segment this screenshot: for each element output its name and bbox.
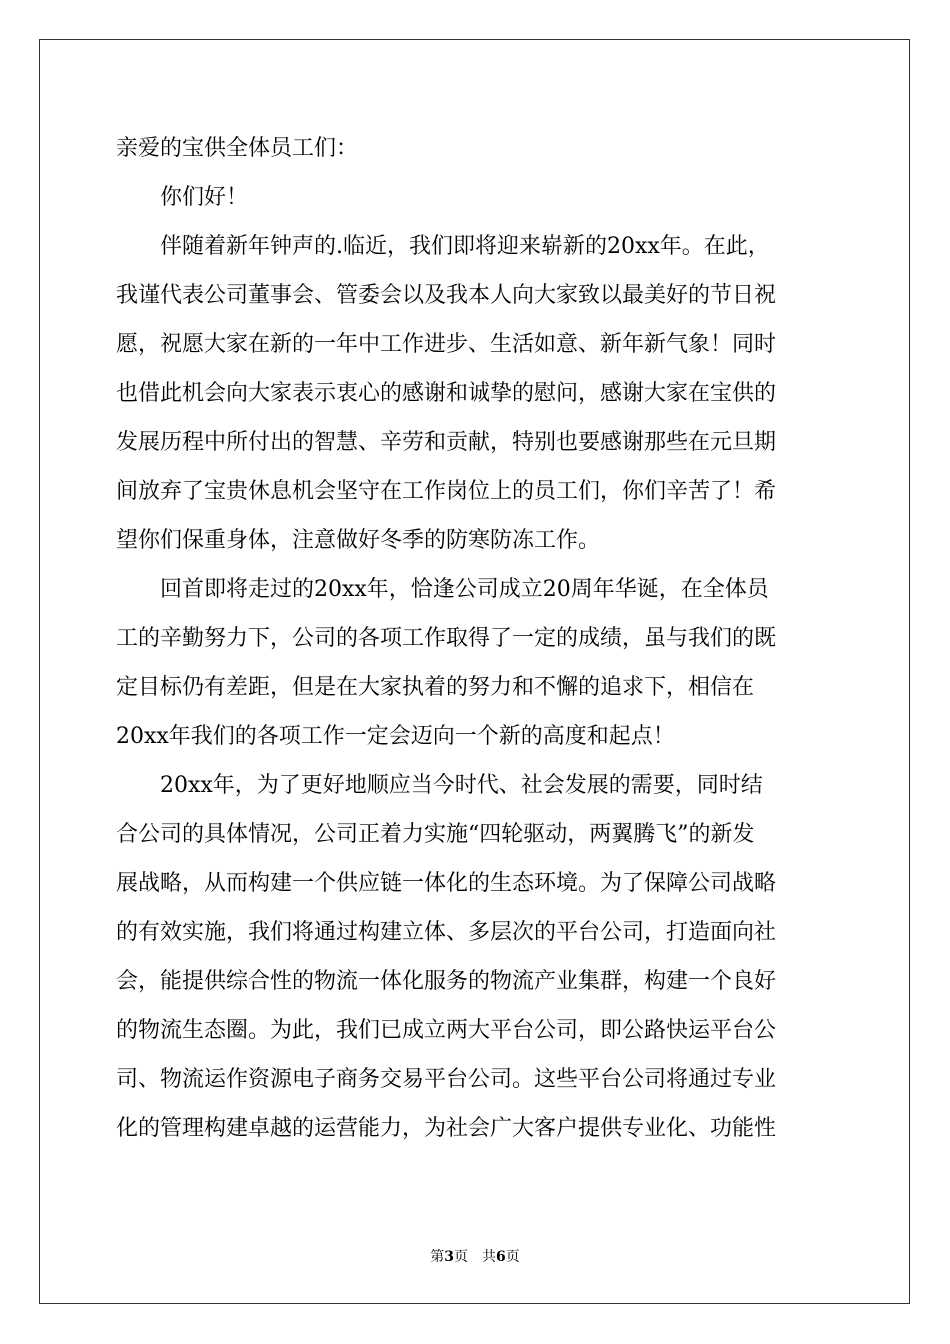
total-suffix: 页 [505, 1249, 520, 1265]
body-line: 20xx年我们的各项工作一定会迈向一个新的高度和起点！ [116, 724, 675, 749]
page-footer [0, 1248, 950, 1266]
body-line: 的有效实施，我们将通过构建立体、多层次的平台公司，打造面向社 [116, 920, 777, 945]
current-page-number: 3 [444, 1249, 454, 1265]
body-line: 也借此机会向大家表示衷心的感谢和诚挚的慰问，感谢大家在宝供的 [116, 381, 777, 406]
body-line: 间放弃了宝贵休息机会坚守在工作岗位上的员工们，你们辛苦了！希 [116, 479, 777, 504]
body-line: 的物流生态圈。为此，我们已成立两大平台公司，即公路快运平台公 [116, 1018, 777, 1043]
body-line: 发展历程中所付出的智慧、辛劳和贡献，特别也要感谢那些在元旦期 [116, 430, 777, 455]
body-line: 工的辛勤努力下，公司的各项工作取得了一定的成绩，虽与我们的既 [116, 626, 777, 651]
body-line: 会，能提供综合性的物流一体化服务的物流产业集群，构建一个良好 [116, 969, 777, 994]
page-suffix: 页 [454, 1249, 468, 1265]
body-line: 展战略，从而构建一个供应链一体化的生态环境。为了保障公司战略 [116, 871, 777, 896]
total-page-number: 6 [496, 1249, 506, 1265]
body-line: 愿，祝愿大家在新的一年中工作进步、生活如意、新年新气象！同时 [116, 332, 777, 357]
body-line: 合公司的具体情况，公司正着力实施“四轮驱动，两翼腾飞”的新发 [116, 822, 755, 847]
body-line: 20xx年，为了更好地顺应当今时代、社会发展的需要，同时结 [116, 773, 763, 798]
page-prefix: 第 [430, 1249, 445, 1265]
body-line: 我谨代表公司董事会、管委会以及我本人向大家致以最美好的节日祝 [116, 283, 777, 308]
body-line: 定目标仍有差距，但是在大家执着的努力和不懈的追求下，相信在 [116, 675, 755, 700]
total-prefix: 共 [482, 1249, 496, 1265]
body-line: 望你们保重身体，注意做好冬季的防寒防冻工作。 [116, 528, 601, 553]
letter-body [116, 124, 834, 1153]
body-line: 回首即将走过的20xx年，恰逢公司成立20周年华诞，在全体员 [116, 577, 769, 602]
body-line: 伴随着新年钟声的.临近，我们即将迎来崭新的20xx年。在此， [116, 234, 770, 259]
body-line: 化的管理构建卓越的运营能力，为社会广大客户提供专业化、功能性 [116, 1116, 777, 1141]
body-line: 司、物流运作资源电子商务交易平台公司。这些平台公司将通过专业 [116, 1067, 777, 1092]
salutation: 亲爱的宝供全体员工们： [116, 136, 359, 161]
greeting: 你们好！ [116, 185, 249, 210]
